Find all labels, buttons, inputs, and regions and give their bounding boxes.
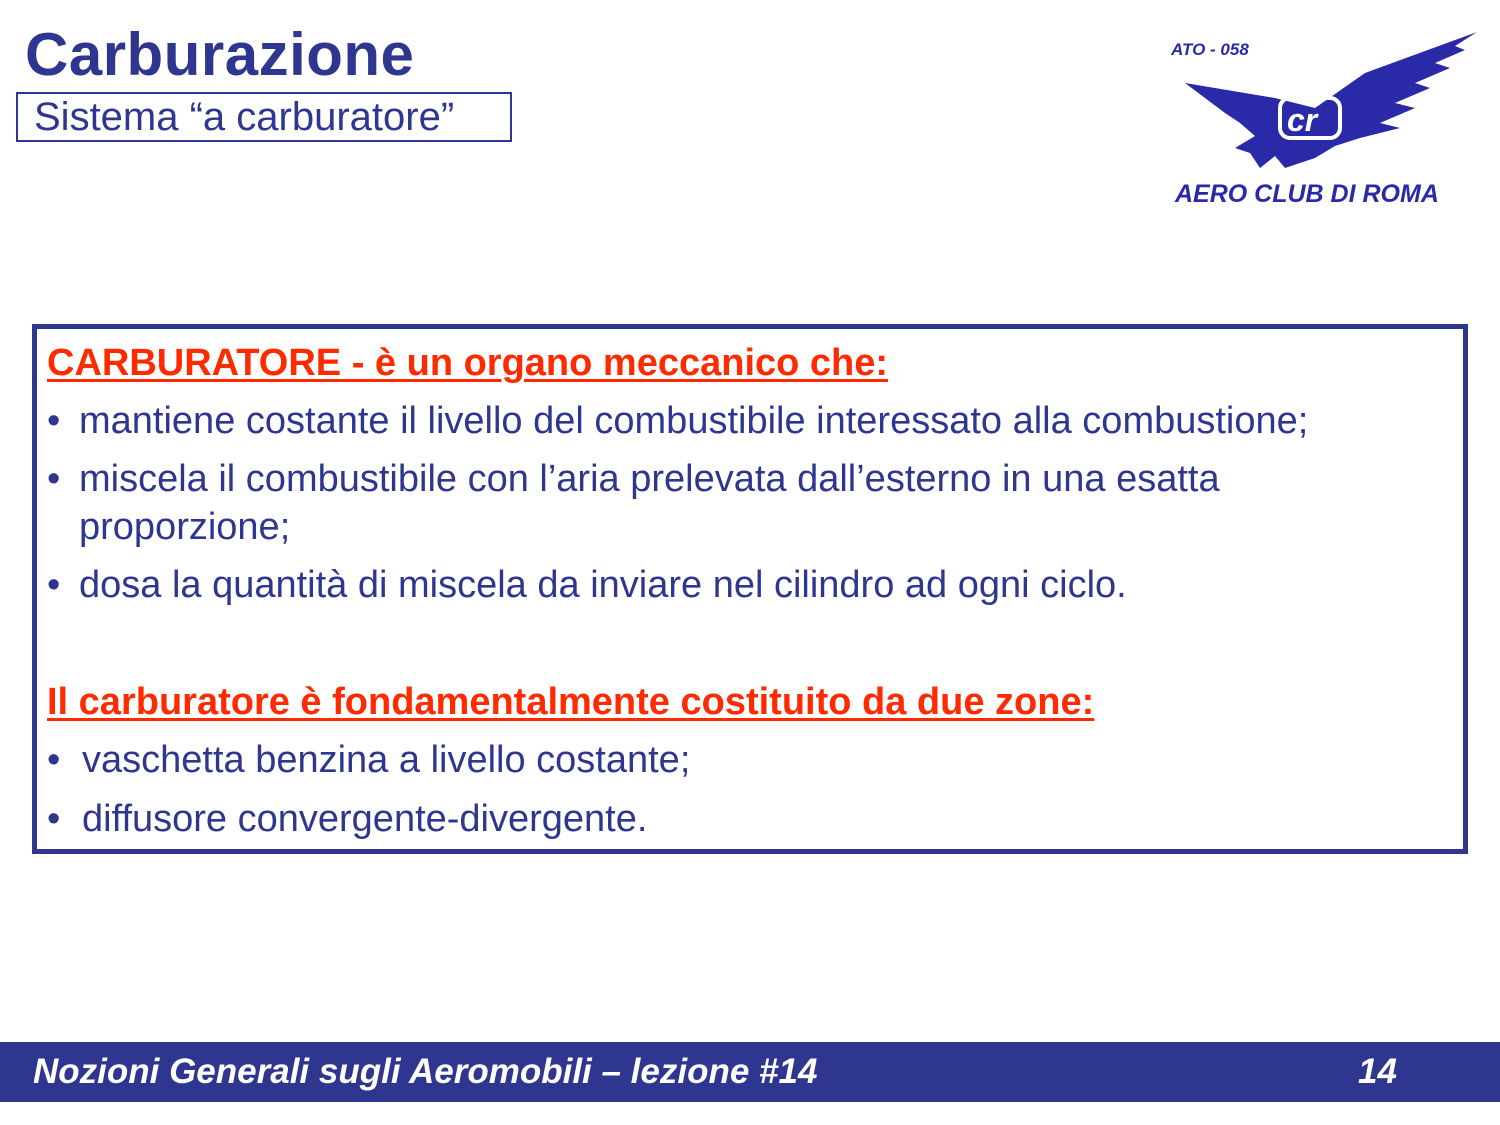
bullet: •: [47, 400, 61, 442]
logo-name: AERO CLUB DI ROMA: [1175, 180, 1439, 208]
list-item-text: dosa la quantità di miscela da inviare nel cilindro ad ogni ciclo.: [79, 564, 1127, 606]
footer-bar: [0, 1042, 1500, 1102]
list-item-text: diffusore convergente-divergente.: [82, 798, 648, 840]
slide-title: Carburazione: [25, 21, 415, 88]
heading-carburatore: CARBURATORE - è un organo meccanico che:: [47, 342, 889, 384]
list-item-continuation: proporzione;: [79, 506, 291, 548]
list-item-text: vaschetta benzina a livello costante;: [82, 739, 691, 781]
content-box: [32, 324, 1468, 854]
slide-subtitle: Sistema “a carburatore”: [16, 92, 512, 142]
bullet: •: [47, 798, 61, 840]
bullet: •: [47, 564, 61, 606]
page-number: 14: [1358, 1052, 1397, 1091]
footer-text: Nozioni Generali sugli Aeromobili – lezione #14: [33, 1052, 818, 1091]
list-item-text: miscela il combustibile con l’aria prelevata dall’esterno in una esatta: [79, 458, 1220, 500]
aero-club-logo: [1165, 28, 1485, 213]
list-item-text: mantiene costante il livello del combustibile interessato alla combustione;: [79, 400, 1309, 442]
svg-text:cr: cr: [1287, 102, 1318, 138]
bullet: •: [47, 739, 61, 781]
bullet: •: [47, 458, 61, 500]
heading-zones: Il carburatore è fondamentalmente costituito da due zone:: [47, 681, 1095, 723]
logo-code: ATO - 058: [1171, 40, 1249, 59]
